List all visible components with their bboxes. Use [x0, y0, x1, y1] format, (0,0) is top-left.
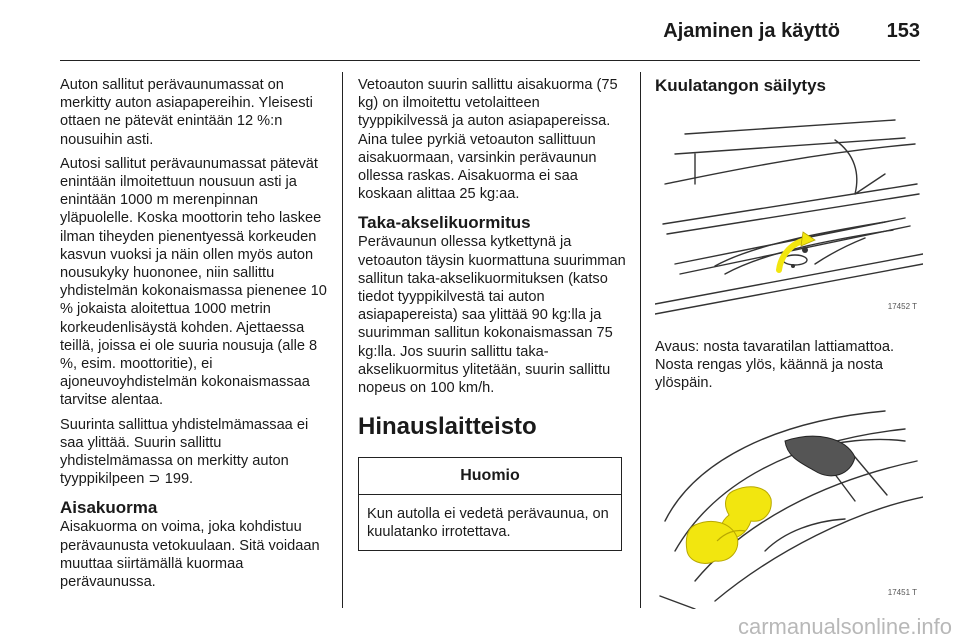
column-divider: [342, 72, 343, 608]
paragraph: Suurinta sallittua yhdistelmämassaa ei saa ylittää. Suurin sallittu yhdistelmämassa on merkitty auton tyyppikilpeen ⊃ 199.: [60, 416, 309, 488]
notice-text: Kun autolla ei vedetä perävaunua, on kuulatanko irrotettava.: [367, 506, 609, 541]
column-3: [655, 76, 923, 609]
figure-id: 17451 T: [887, 588, 917, 598]
page-number: 153: [886, 20, 920, 42]
header-title: Ajaminen ja käyttö: [663, 20, 840, 42]
towbar-storage-drawing: [655, 401, 923, 609]
section-heading: Kuulatangon säilytys: [655, 76, 826, 95]
paragraph: Autosi sallitut perävaunumassat pätevät enintään ilmoitettuun nousuun asti ja enintään 1000 m merenpinnan yläpuolelle. Koska moottorin teho laskee ilman tiheyden pienentyessä korkeuden kasvun vuoksi ja näin ollen myös auton nousukyky huononee, niin sallittu yhdistelmän kokonaismassa pienenee 10 % jokaista aloitettua 1000 metrin korkeudenlisäystä kohden. Ajettaessa teillä, joissa ei ole suuria nousuja (alle 8 %, esim. moottoritie), ei ajoneuvoyhdistelmän kokonaismassaa tarvitse alentaa.: [60, 155, 327, 409]
paragraph: Auton sallitut perävaunumassat on merkitty auton asiapapereihin. Yleisesti ottaen ne pätevät enintään 12 %:n nousuihin asti.: [60, 77, 313, 148]
chapter-heading: Hinauslaitteisto: [358, 413, 537, 441]
watermark: carmanualsonline.info: [737, 614, 952, 639]
page-header: [60, 14, 920, 50]
column-1: [60, 76, 328, 597]
notice-title: Huomio: [359, 458, 621, 495]
column-divider: [640, 72, 641, 608]
illustration-towbar-storage: [655, 401, 923, 609]
notice-box: [358, 457, 622, 550]
paragraph: Avaus: nosta tavaratilan lattiamattoa. Nosta rengas ylös, käännä ja nosta ylöspäin.: [655, 339, 895, 392]
paragraph: Perävaunun ollessa kytkettynä ja vetoauton täysin kuormattuna suurimman sallitun taka-akselikuormituksen (katso tiedot tyyppikilvestä tai auton asiapapereista) saa ylittää 90 kg:lla ja suurimman sallitun kokonaismassan 75 kg:lla. Jos suurin sallittu taka-akselikuormitus ylitetään, suurin sallittu nopeus on 100 km/h.: [358, 234, 626, 397]
paragraph: Aisakuorma on voima, joka kohdistuu perävaunusta vetokuulaan. Sitä voidaan muuttaa siirtämällä kuormaa perävaunussa.: [60, 519, 320, 591]
column-2: [358, 76, 626, 551]
section-heading: Taka-akselikuormitus: [358, 213, 531, 233]
paragraph: Vetoauton suurin sallittu aisakuorma (75 kg) on ilmoitettu vetolaitteen tyyppikilvessä ja auton asiapapereissa. Aina tulee pyrkiä vetoauton sallittuun aisakuormaan, varsinkin perävaunun ollessa raskas. Aisakuorma ei saa koskaan alittaa 25 kg:aa.: [358, 77, 618, 203]
section-heading: Aisakuorma: [60, 498, 158, 518]
figure-id: 17452 T: [887, 301, 917, 311]
header-rule: [60, 60, 920, 61]
trunk-floor-drawing: [655, 114, 923, 322]
illustration-trunk-floor: [655, 114, 923, 322]
